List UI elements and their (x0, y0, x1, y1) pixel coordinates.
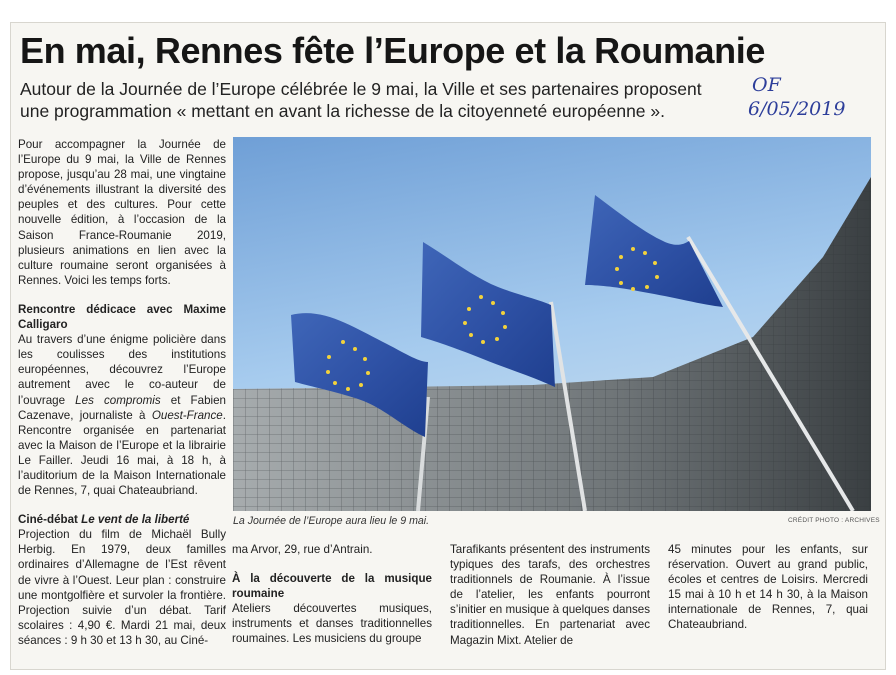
section-body-musique-1: Ateliers découvertes musiques, instruments et danses traditionnelles roumaines. Les musiciens du groupe (232, 602, 432, 646)
section-body-musique-2: Tarafikants présentent des instruments typiques des tarafs, des orchestres traditionnels de Roumanie. À l’issue de l’atelier, les enfants pourront s’initier en musique à quelques danses traditionnelles. En partenariat avec Magazin Mixt. Atelier de (450, 543, 650, 647)
section-heading-musique: À la découverte de la musique roumaine (232, 572, 432, 601)
heading-text: Ciné-débat (18, 513, 78, 527)
article-headline: En mai, Rennes fête l’Europe et la Roumanie (20, 30, 765, 71)
body-text: et Fabien Cazenave, journaliste à (18, 393, 227, 422)
section-body-cine-debat: Projection du film de Michaël Bully Herbig. En 1979, deux familles ordinaires d’Allemagne de l’Est rêvent de vivre à l’Ouest. Leur plan : construire une montgolfière et survoler la frontière. Projection suivie d’un débat. Tarif scolaires : 4,90 €. Mardi 21 mai, deux séances : 9 h 30 et 13 h 30, au Ciné- (18, 528, 226, 647)
film-title: Le vent de la liberté (81, 513, 190, 527)
body-text: Au travers d’une énigme policière dans les coulisses des institutions européennes, découvrez l’Europe autrement avec le co-auteur de l’ouvrage (18, 333, 226, 407)
handwritten-date-note: 6/05/2019 (748, 98, 846, 120)
section-body-rencontre (18, 332, 226, 498)
newspaper-name: Ouest-France (151, 408, 223, 422)
book-title: Les compromis (75, 393, 161, 407)
section-heading-rencontre: Rencontre dédicace avec Maxime Calligaro (18, 302, 226, 332)
article-column-2 (232, 542, 432, 647)
photo-caption: La Journée de l’Europe aura lieu le 9 mai. (233, 515, 430, 527)
article-column-1 (18, 137, 226, 648)
eu-flags-photo (233, 137, 871, 511)
article-column-4 (668, 542, 868, 633)
article-subheading: Autour de la Journée de l’Europe célébrée le 9 mai, la Ville et ses partenaires proposent une programmation « mettant en avant la richesse de la citoyenneté européenne ». (20, 79, 702, 121)
section-heading-cine-debat (18, 512, 226, 527)
body-text: . Rencontre organisée en partenariat avec la Maison de l’Europe et la librairie Le Failler. Jeudi 16 mai, à 18 h, à l’auditorium de la Maison Internationale de Rennes, 7, quai Chateaubriand. (18, 408, 226, 498)
handwritten-source-note: OF (752, 74, 781, 96)
section-body-musique-3: 45 minutes pour les enfants, sur réservation. Ouvert au grand public, écoles et centres de Loisirs. Mercredi 15 mai à 10 h et 14 h 30, à la Maison internationale de Rennes, 7, quai Chateaubriand. (668, 543, 868, 632)
article-intro: Pour accompagner la Journée de l’Europe du 9 mai, la Ville de Rennes propose, jusqu’au 28 mai, une vingtaine d’événements illustrant la diversité des peuples et des cultures. Pour cette nouvelle édition, à l’occasion de la Saison France-Roumanie 2019, plusieurs animations en lien avec la culture roumaine seront organisées à Rennes. Voici les temps forts. (18, 138, 226, 287)
section-body-cine-debat-end: ma Arvor, 29, rue d’Antrain. (232, 543, 373, 556)
photo-credit: CRÉDIT PHOTO : ARCHIVES (788, 517, 880, 524)
article-column-3 (450, 542, 650, 648)
